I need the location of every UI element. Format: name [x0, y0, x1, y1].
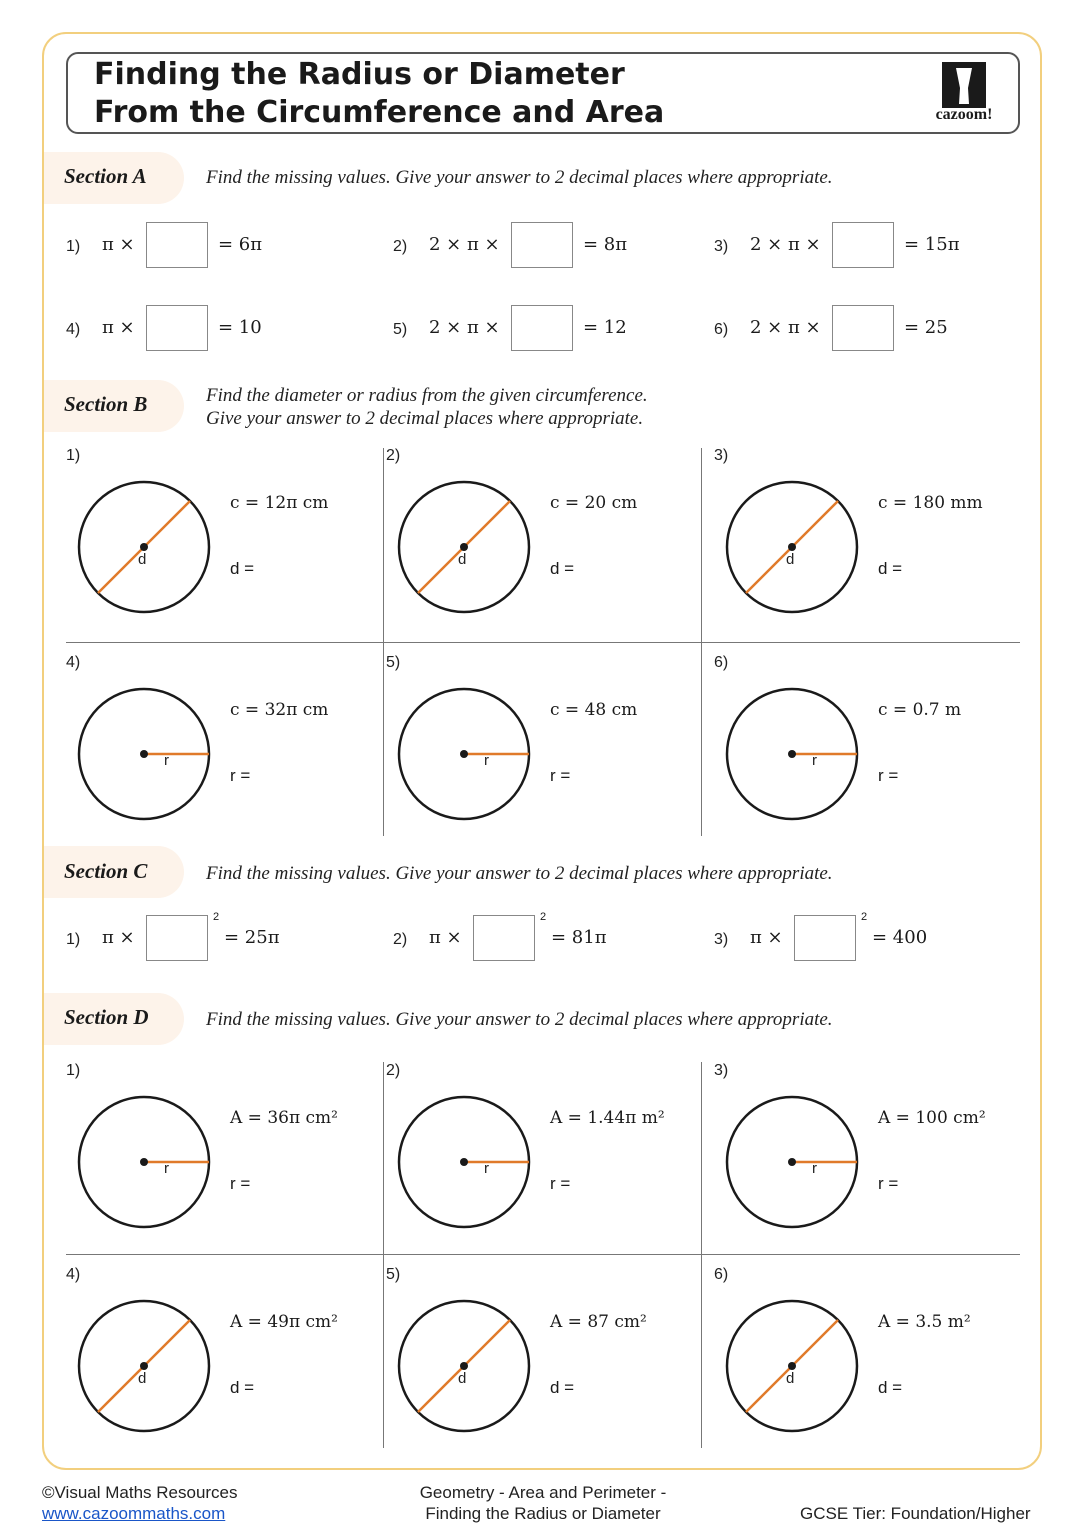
expression-lhs: π ×	[429, 927, 462, 948]
diameter-label: d	[138, 551, 147, 568]
circle-diagram	[394, 1092, 534, 1232]
footer-copyright: ©Visual Maths Resources	[42, 1483, 238, 1502]
circle-diameter-diagram	[722, 477, 862, 617]
circle-diagram	[74, 684, 214, 824]
question-number: 4)	[66, 1266, 81, 1283]
question-number: 2)	[393, 238, 408, 255]
centre-dot	[460, 543, 468, 551]
expression-rhs: = 12	[583, 317, 627, 338]
diameter-label: d	[138, 1370, 147, 1387]
section-b-instruction-line-2: Give your answer to 2 decimal places where appropriate.	[206, 408, 644, 429]
circle-diagram	[74, 477, 214, 617]
circle-radius-diagram	[394, 1092, 534, 1232]
radius-label: r	[812, 752, 817, 769]
radius-label: r	[484, 752, 489, 769]
answer-box[interactable]	[832, 222, 894, 268]
question-number: 2)	[386, 447, 401, 464]
answer-box[interactable]	[146, 305, 208, 351]
given-value: c = 20 cm	[550, 493, 638, 513]
given-value: c = 12π cm	[230, 493, 329, 513]
centre-dot	[140, 543, 148, 551]
circle-diagram	[722, 684, 862, 824]
expression-lhs: 2 × π ×	[429, 317, 500, 338]
exponent-label: 2	[861, 911, 868, 923]
answer-box[interactable]	[511, 222, 573, 268]
answer-box[interactable]	[146, 915, 208, 961]
answer-prompt: d =	[230, 559, 255, 578]
answer-prompt: d =	[230, 1378, 255, 1397]
expression-rhs: = 10	[218, 317, 262, 338]
section-d-instruction: Find the missing values. Give your answer to 2 decimal places where appropriate.	[206, 1009, 833, 1030]
circle-diagram	[722, 1296, 862, 1436]
question-number: 6)	[714, 321, 729, 338]
given-value: A = 36π cm²	[230, 1108, 338, 1128]
footer-center	[380, 1482, 706, 1524]
circle-diameter-diagram	[394, 477, 534, 617]
expression-lhs: 2 × π ×	[429, 234, 500, 255]
given-value: A = 100 cm²	[878, 1108, 986, 1128]
given-value: A = 87 cm²	[550, 1312, 647, 1332]
answer-prompt: r =	[550, 1174, 571, 1193]
section-d-label: Section D	[64, 1005, 149, 1029]
diameter-label: d	[458, 1370, 467, 1387]
circle-diagram	[394, 1296, 534, 1436]
section-c-instruction: Find the missing values. Give your answer to 2 decimal places where appropriate.	[206, 863, 833, 884]
answer-prompt: r =	[550, 766, 571, 785]
circle-radius-diagram	[74, 1092, 214, 1232]
footer-topic-line-1: Geometry - Area and Perimeter -	[419, 1483, 667, 1502]
expression-rhs: = 8π	[583, 234, 628, 255]
given-value: A = 3.5 m²	[878, 1312, 971, 1332]
expression-rhs: = 81π	[551, 927, 607, 948]
title-line-2: From the Circumference and Area	[94, 95, 665, 130]
exponent-label: 2	[540, 911, 547, 923]
answer-box[interactable]	[146, 222, 208, 268]
diameter-label: d	[458, 551, 467, 568]
answer-box[interactable]	[832, 305, 894, 351]
circle-diagram	[722, 1092, 862, 1232]
given-value: c = 32π cm	[230, 700, 329, 720]
answer-prompt: d =	[550, 1378, 575, 1397]
footer-topic-line-2: Finding the Radius or Diameter	[425, 1504, 661, 1523]
footer-website-link[interactable]: www.cazoommaths.com	[42, 1504, 226, 1523]
expression-lhs: π ×	[102, 234, 135, 255]
radius-label: r	[484, 1160, 489, 1177]
grid-divider	[66, 1254, 1020, 1255]
section-b-instruction	[206, 384, 648, 430]
expression-rhs: = 25	[904, 317, 948, 338]
centre-dot	[140, 1158, 148, 1166]
answer-box[interactable]	[473, 915, 535, 961]
question-number: 4)	[66, 654, 81, 671]
answer-prompt: r =	[230, 1174, 251, 1193]
given-value: c = 48 cm	[550, 700, 638, 720]
circle-radius-diagram	[722, 684, 862, 824]
cazoom-logo	[922, 60, 1006, 126]
section-b-instruction-line-1: Find the diameter or radius from the given circumference.	[206, 385, 648, 406]
footer-tier: GCSE Tier: Foundation/Higher	[800, 1504, 1031, 1523]
circle-radius-diagram	[394, 684, 534, 824]
radius-label: r	[164, 752, 169, 769]
given-value: A = 49π cm²	[230, 1312, 338, 1332]
expression-lhs: π ×	[102, 927, 135, 948]
grid-divider	[66, 642, 1020, 643]
centre-dot	[788, 1158, 796, 1166]
answer-prompt: d =	[878, 559, 903, 578]
question-number: 2)	[393, 931, 408, 948]
circle-radius-diagram	[74, 684, 214, 824]
question-number: 1)	[66, 931, 81, 948]
centre-dot	[788, 543, 796, 551]
circle-diagram	[394, 477, 534, 617]
circle-radius-diagram	[722, 1092, 862, 1232]
answer-prompt: r =	[230, 766, 251, 785]
circle-diameter-diagram	[394, 1296, 534, 1436]
expression-lhs: π ×	[750, 927, 783, 948]
answer-prompt: d =	[878, 1378, 903, 1397]
expression-rhs: = 6π	[218, 234, 263, 255]
diameter-label: d	[786, 551, 795, 568]
exponent-label: 2	[213, 911, 220, 923]
question-number: 1)	[66, 238, 81, 255]
circle-diameter-diagram	[74, 477, 214, 617]
grid-divider	[383, 1062, 384, 1448]
diameter-label: d	[786, 1370, 795, 1387]
expression-rhs: = 25π	[224, 927, 280, 948]
radius-label: r	[164, 1160, 169, 1177]
expression-rhs: = 15π	[904, 234, 960, 255]
question-number: 4)	[66, 321, 81, 338]
answer-prompt: d =	[550, 559, 575, 578]
expression-lhs: π ×	[102, 317, 135, 338]
title-line-1: Finding the Radius or Diameter	[94, 57, 625, 92]
question-number: 6)	[714, 654, 729, 671]
circle-diagram	[74, 1092, 214, 1232]
section-a-label: Section A	[64, 164, 147, 188]
circle-diameter-diagram	[74, 1296, 214, 1436]
question-number: 1)	[66, 1062, 81, 1079]
centre-dot	[788, 750, 796, 758]
centre-dot	[460, 750, 468, 758]
given-value: c = 0.7 m	[878, 700, 962, 720]
given-value: c = 180 mm	[878, 493, 983, 513]
grid-divider	[701, 1062, 702, 1448]
footer-left	[42, 1482, 238, 1524]
centre-dot	[788, 1362, 796, 1370]
circle-diameter-diagram	[722, 1296, 862, 1436]
centre-dot	[140, 750, 148, 758]
section-c-label: Section C	[64, 859, 148, 883]
answer-box[interactable]	[794, 915, 856, 961]
question-number: 3)	[714, 931, 729, 948]
centre-dot	[460, 1158, 468, 1166]
logo-text: cazoom!	[935, 106, 993, 123]
circle-diagram	[394, 684, 534, 824]
circle-diagram	[722, 477, 862, 617]
question-number: 3)	[714, 1062, 729, 1079]
centre-dot	[460, 1362, 468, 1370]
question-number: 3)	[714, 238, 729, 255]
question-number: 1)	[66, 447, 81, 464]
circle-diagram	[74, 1296, 214, 1436]
centre-dot	[140, 1362, 148, 1370]
section-b-label: Section B	[64, 392, 148, 416]
answer-prompt: r =	[878, 766, 899, 785]
answer-prompt: r =	[878, 1174, 899, 1193]
given-value: A = 1.44π m²	[550, 1108, 665, 1128]
question-number: 5)	[386, 654, 401, 671]
expression-rhs: = 400	[872, 927, 928, 948]
section-a-instruction: Find the missing values. Give your answer to 2 decimal places where appropriate.	[206, 167, 833, 188]
question-number: 2)	[386, 1062, 401, 1079]
question-number: 5)	[393, 321, 408, 338]
question-number: 6)	[714, 1266, 729, 1283]
question-number: 5)	[386, 1266, 401, 1283]
answer-box[interactable]	[511, 305, 573, 351]
radius-label: r	[812, 1160, 817, 1177]
expression-lhs: 2 × π ×	[750, 234, 821, 255]
question-number: 3)	[714, 447, 729, 464]
expression-lhs: 2 × π ×	[750, 317, 821, 338]
page-title	[94, 56, 664, 132]
